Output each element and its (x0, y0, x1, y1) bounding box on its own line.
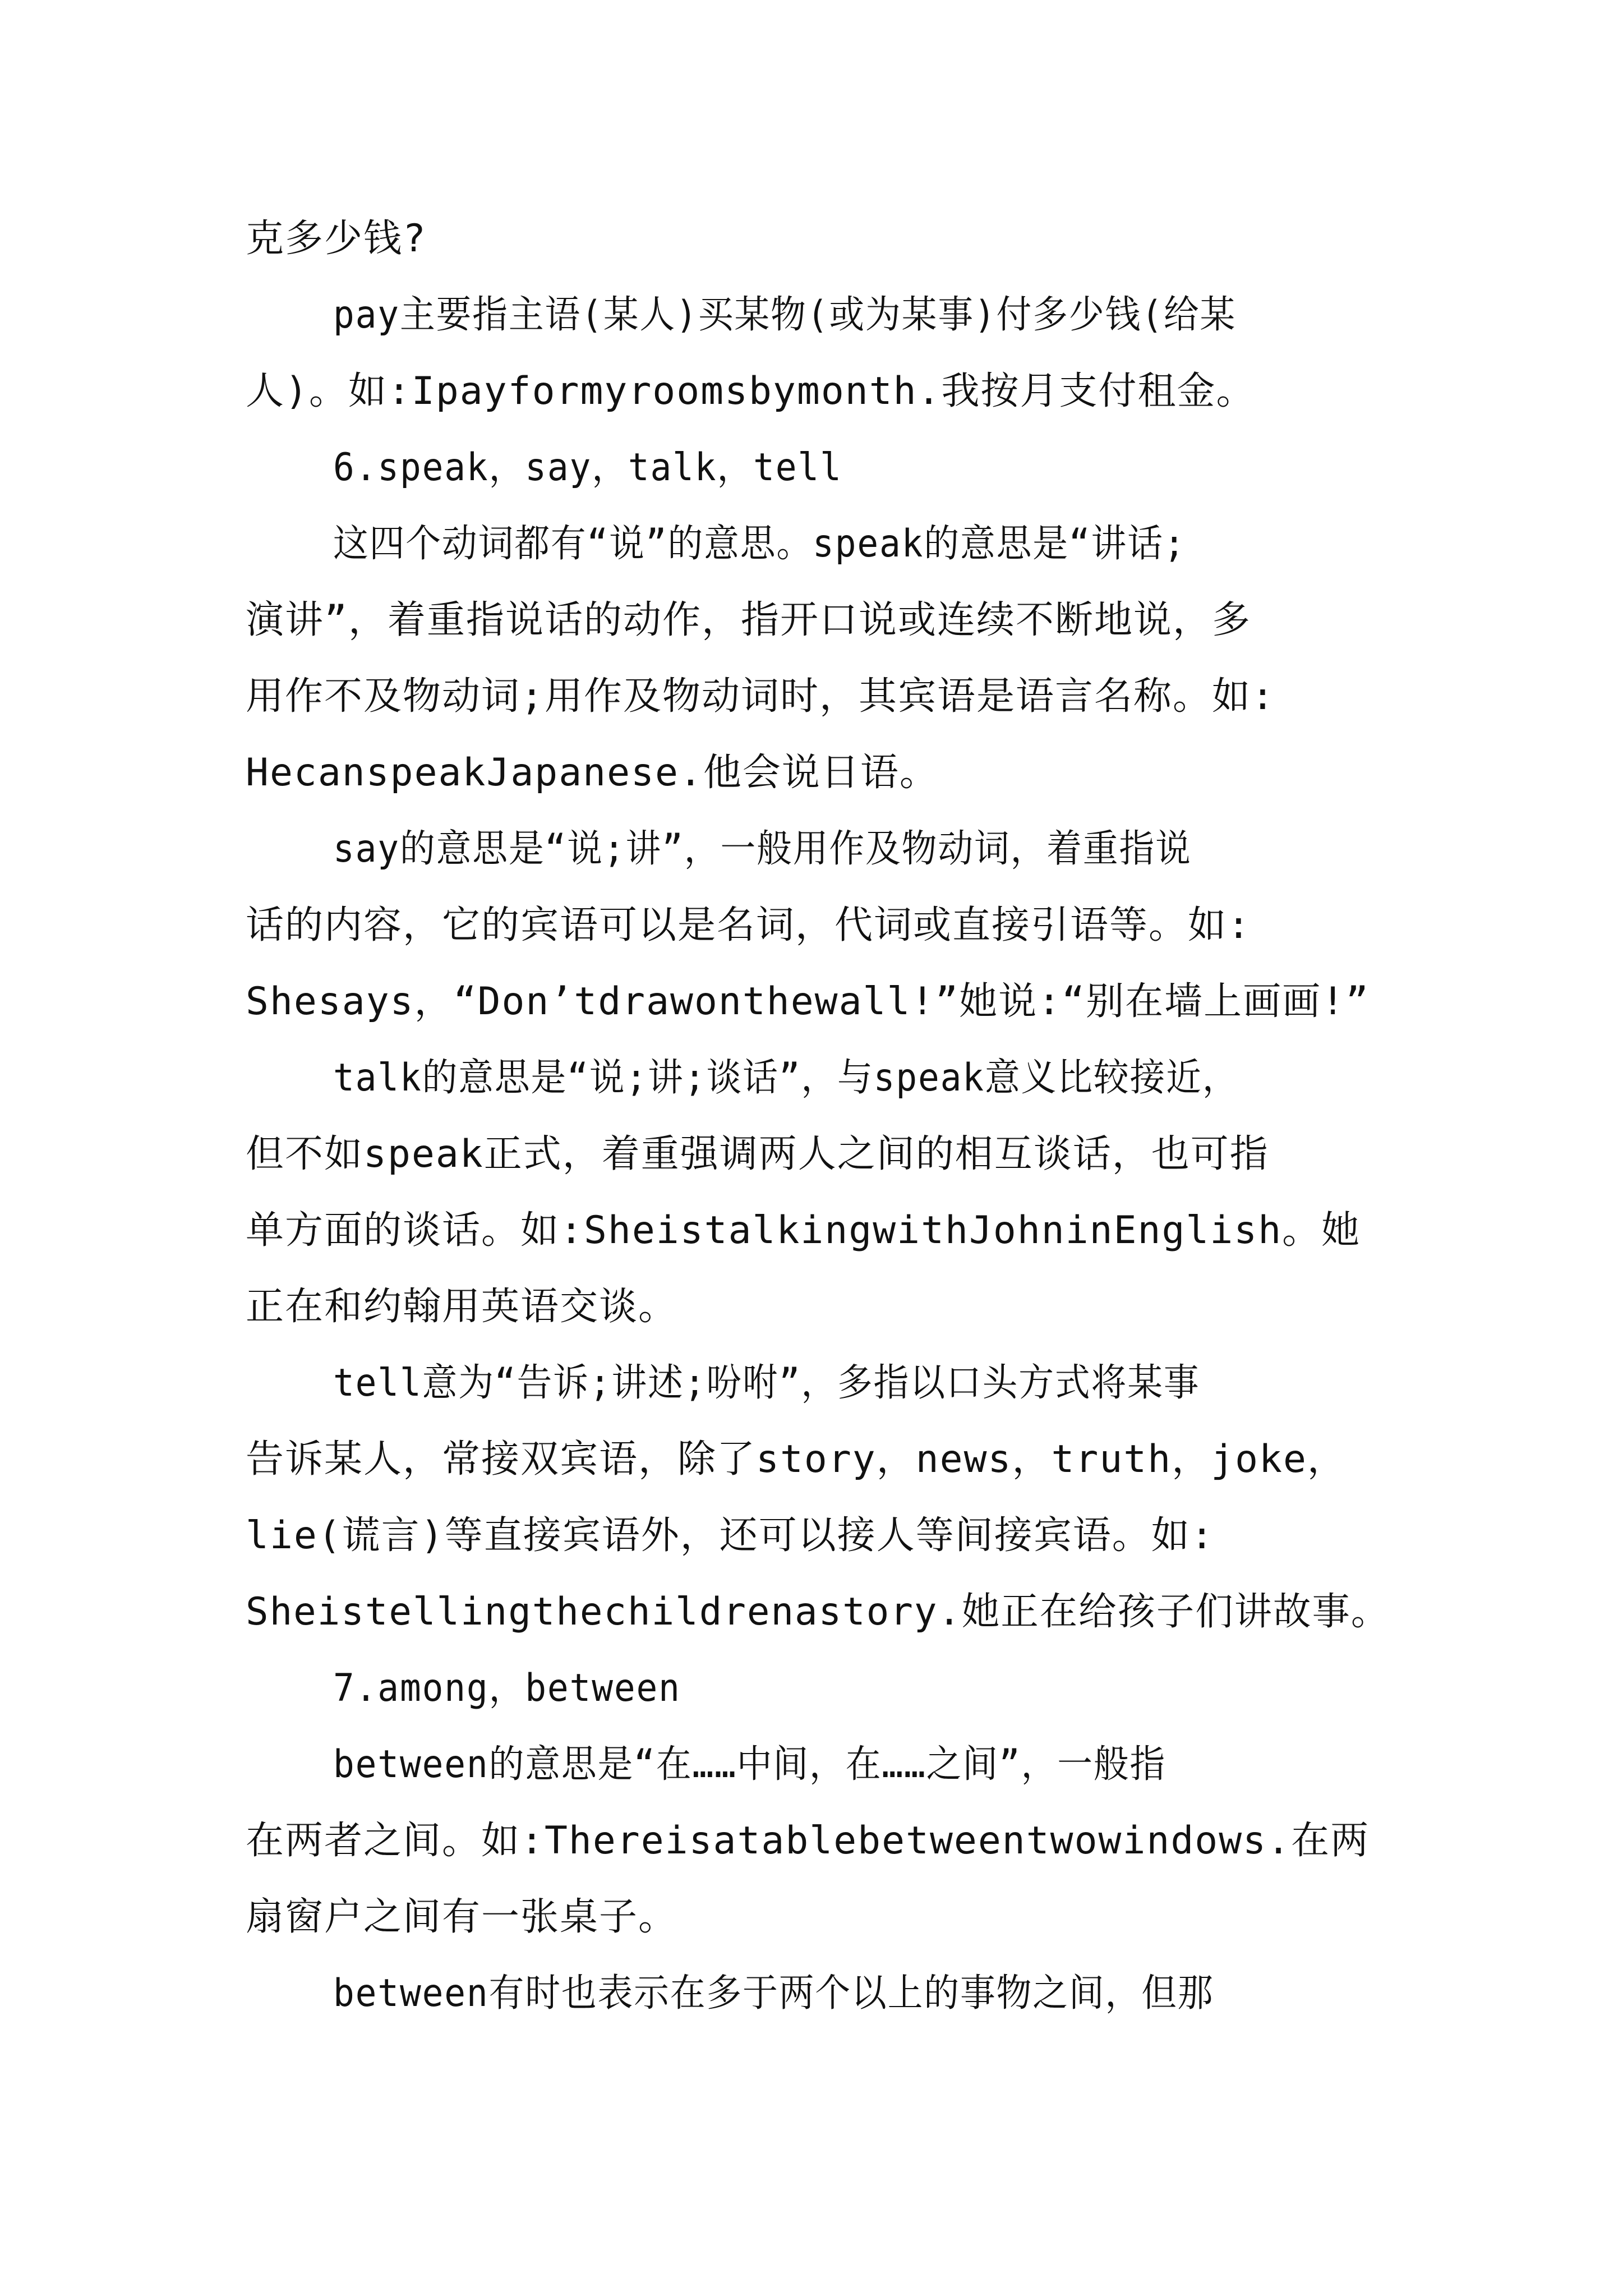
text-line-5: 这四个动词都有“说”的意思。speak的意思是“讲话; (333, 522, 1186, 566)
text-line-8: HecanspeakJapanese.他会说日语。 (246, 751, 939, 795)
text-line-17: 告诉某人，常接双宾语，除了story，news，truth，joke， (246, 1437, 1347, 1481)
text-line-6: 演讲”，着重指说话的动作，指开口说或连续不断地说，多 (246, 598, 1251, 642)
text-line-19: Sheistellingthechildrenastory.她正在给孩子们讲故事。 (246, 1590, 1390, 1634)
text-line-7: 用作不及物动词;用作及物动词时，其宾语是语言名称。如: (246, 674, 1275, 719)
text-line-24: between有时也表示在多于两个以上的事物之间，但那 (333, 1971, 1214, 2016)
text-line-15: 正在和约翰用英语交谈。 (246, 1285, 678, 1329)
text-line-16: tell意为“告诉;讲述;吩咐”，多指以口头方式将某事 (333, 1361, 1200, 1405)
text-line-14: 单方面的谈话。如:SheistalkingwithJohninEnglish。她 (246, 1208, 1361, 1253)
text-line-21: between的意思是“在……中间，在……之间”，一般指 (333, 1742, 1166, 1787)
text-line-1: 克多少钱? (246, 217, 427, 261)
text-line-13: 但不如speak正式，着重强调两人之间的相互谈话，也可指 (246, 1132, 1269, 1176)
text-line-10: 话的内容，它的宾语可以是名词，代词或直接引语等。如: (246, 903, 1251, 947)
text-line-3: 人)。如:Ipayformyroomsbymonth.我按月支付租金。 (246, 369, 1256, 413)
text-line-22: 在两者之间。如:Thereisatablebetweentwowindows.在两 (246, 1819, 1370, 1863)
section-heading-6: 6.speak，say，talk，tell (333, 445, 842, 490)
text-line-23: 扇窗户之间有一张桌子。 (246, 1895, 678, 1939)
text-line-9: say的意思是“说;讲”，一般用作及物动词，着重指说 (333, 827, 1192, 871)
text-line-11: Shesays，“Don’tdrawonthewall!”她说:“别在墙上画画!” (246, 979, 1370, 1024)
section-heading-7: 7.among，between (333, 1666, 681, 1710)
text-line-18: lie(谎言)等直接宾语外，还可以接人等间接宾语。如: (246, 1513, 1215, 1558)
text-line-2: pay主要指主语(某人)买某物(或为某事)付多少钱(给某 (333, 293, 1237, 337)
text-line-12: talk的意思是“说;讲;谈话”，与speak意义比较接近， (333, 1056, 1239, 1100)
